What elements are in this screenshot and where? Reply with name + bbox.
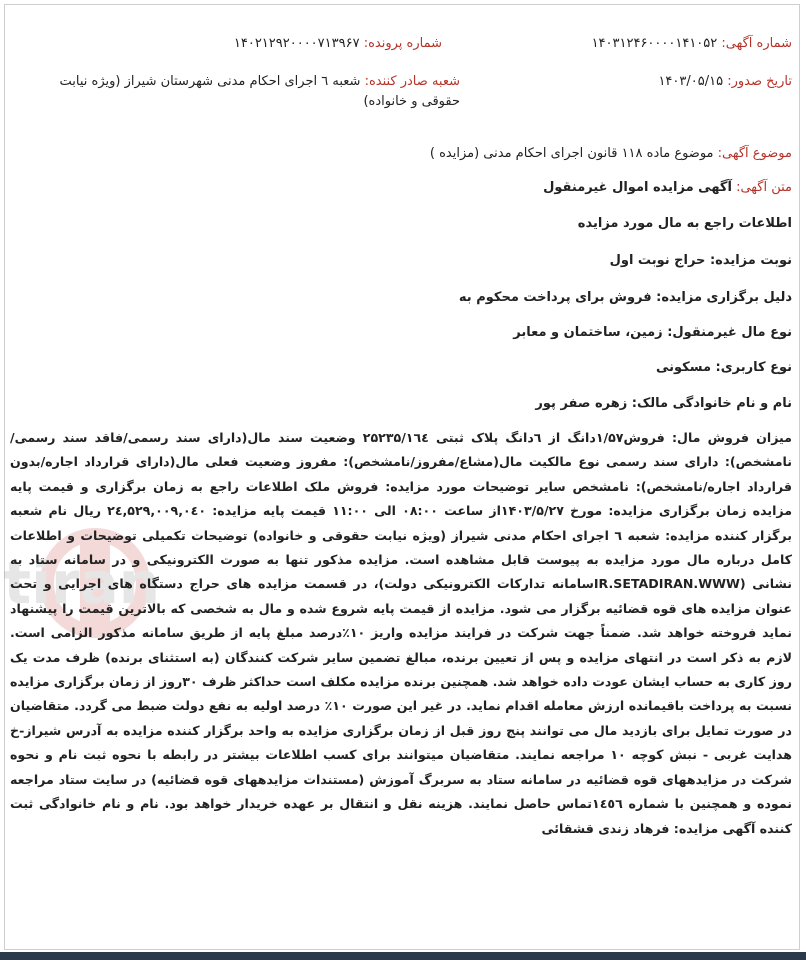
subject-label: موضوع آگهی: — [717, 146, 792, 161]
auction-body-text: میزان فروش مال: فروش۱/۵۷دانگ از ٦دانگ پلاک ثبتی ۲۵۲۳۵/۱٦٤ وضعیت سند مال(دارای سند رسمی/فاقد سند رسمی/نامشخص): دارای سند رسمی نوع مالکیت مال(مشاع/مفروز/نامشخص): مفروز وضعیت فعلی مال(دارای قرارداد اجاره/بدون قرارداد اجاره/نامشخص): نامشخص سایر توضیحات مورد مزایده: فروش ملک اطلاعات راجع به زمان برگزاری و قیمت پایه مزایده زمان برگزاری مزایده: مورخ ۱۴۰۳/۵/۲۷از ساعت ۰۸:۰۰ الی ۱۱:۰۰ قیمت پایه مزایده: ۲٤,۵۲۹,۰۰۹,۰٤۰ ریال نام شعبه برگزار کننده مزایده: شعبه ٦ اجرای احکام مدنی شیراز (ویژه نیابت حقوقی و خانواده) توضیحات تکمیلی توضیحات و اطلاعات کامل درباره مال مورد مزایده به پیوست قابل مشاهده است. مزایده مذکور تنها به صورت الکترونیکی و در سامانه ستاد به نشانی (IR.SETADIRAN.WWWسامانه تدارکات الکترونیکی دولت)، در قسمت مزایده های حراج دستگاه های اجرایی و تحت عنوان مزایده های قوه قضائیه برگزار می شود. مزایده از قیمت پایه شروع شده و مال به شخصی که بالاترین قیمت را پیشنهاد نماید فروخته خواهد شد. ضمناً جهت شرکت در فرایند مزایده واریز ۱۰٪درصد مبلغ پایه از طریق سامانه مذکور الزامی است. لازم به ذکر است در انتهای مزایده و پس از تعیین برنده، مبالغ تضمین سایر شرکت کنندگان (به استثنای برنده) ظرف مدت یک روز کاری به حساب ایشان عودت داده خواهد شد. همچنین برنده مزایده مکلف است حداکثر ظرف ۳۰روز از زمان برگزاری مزایده نسبت به پرداخت باقیمانده ارزش معامله اقدام نماید. در غیر این صورت ۱۰٪ درصد اولیه به نفع دولت ضبط می گردد. متقاضیان در صورت تمایل برای بازدید مال می توانند پنج روز قبل از زمان برگزاری مزایده به واحد برگزار کننده مزایده به آدرس شیراز-خ هدایت غربی - نبش کوچه ۱۰ مراجعه نمایند. متقاضیان میتوانند برای کسب اطلاعات بیشتر در رابطه با نحوه ثبت نام و نحوه شرکت در مزایدههای قوه قضائیه در سامانه ستاد به سربرگ آموزش (مستندات مزایدههای قوه قضائیه) در سایت ستاد مراجعه نموده و همچنین با شماره ۱٤٥٦تماس حاصل نمایند. هزینه نقل و انتقال بر عهده خریدار خواهد بود. نام و نام خانوادگی ثبت کننده آگهی مزایده: فرهاد زندی قشقائی — [10, 430, 793, 836]
issuer — [30, 72, 460, 112]
auction-reason: دلیل برگزاری مزایده: فروش برای پرداخت محکوم به — [458, 290, 792, 305]
issuer-line2: حقوقی و خانواده) — [363, 94, 460, 109]
subject-value: موضوع ماده ۱۱۸ قانون اجرای احکام مدنی (مزایده ) — [429, 146, 714, 161]
subject — [430, 146, 792, 161]
details-heading: اطلاعات راجع به مال مورد مزایده — [577, 216, 792, 231]
ad-text — [543, 180, 792, 195]
ad-number — [592, 34, 792, 54]
issue-date-label: تاریخ صدور: — [727, 74, 792, 89]
ad-number-label: شماره آگهی: — [721, 36, 792, 51]
case-number-label: شماره پرونده: — [363, 36, 442, 51]
usage-type: نوع کاربری: مسکونی — [656, 360, 792, 375]
property-type: نوع مال غیرمنقول: زمین، ساختمان و معابر — [513, 325, 792, 340]
ad-number-value: ۱۴۰۳۱۲۴۶۰۰۰۰۱۴۱۰۵۲ — [591, 36, 718, 51]
owner-name: نام و نام خانوادگی مالک: زهره صفر پور — [535, 396, 792, 411]
issue-date — [658, 72, 792, 92]
auction-round: نوبت مزایده: حراج نوبت اول — [609, 253, 792, 268]
case-number — [234, 34, 442, 54]
ad-text-label: متن آگهی: — [736, 180, 792, 195]
bottom-border — [0, 952, 806, 960]
ad-text-value: آگهی مزایده اموال غیرمنقول — [543, 180, 732, 195]
issuer-line1: شعبه ٦ اجرای احکام مدنی شهرستان شیراز (ویژه نیابت — [59, 74, 361, 89]
case-number-value: ۱۴۰۲۱۲۹۲۰۰۰۰۷۱۳۹۶۷ — [233, 36, 360, 51]
issue-date-value: ۱۴۰۳/۰۵/۱۵ — [658, 74, 724, 89]
issuer-label: شعبه صادر کننده: — [364, 74, 460, 89]
